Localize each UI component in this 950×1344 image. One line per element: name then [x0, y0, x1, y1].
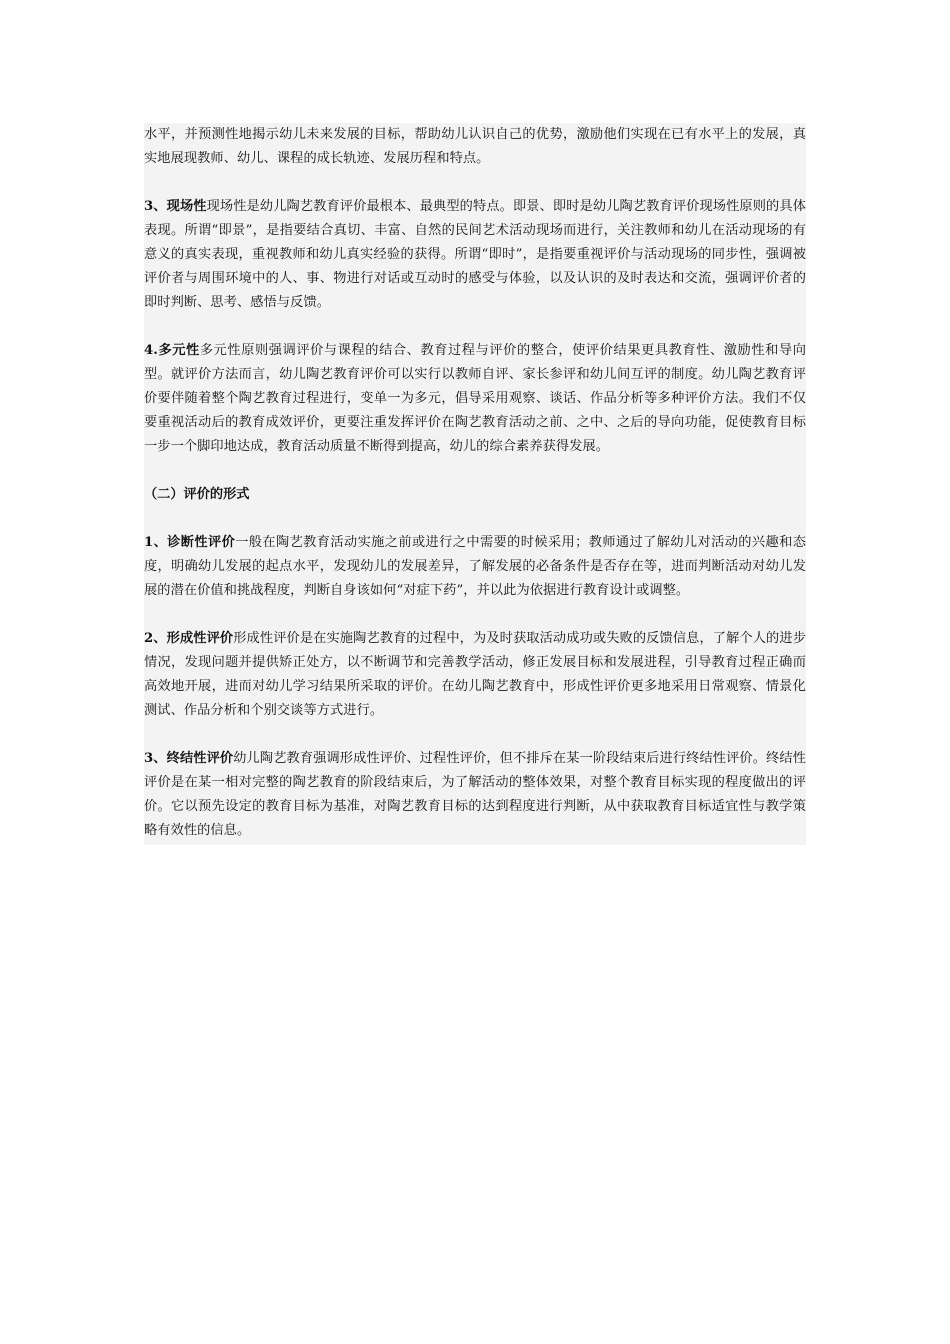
paragraph-pluralism — [144, 339, 806, 459]
paragraph-head: 3、现场性 — [144, 199, 207, 214]
paragraph-text: 多元性原则强调评价与课程的结合、教育过程与评价的整合，使评价结果更具教育性、激励性和导向型。就评价方法而言，幼儿陶艺教育评价可以实行以教师自评、家长参评和幼儿间互评的制度。幼儿陶艺教育评价要伴随着整个陶艺教育过程进行，变单一为多元，倡导采用观察、谈话、作品分析等多种评价方法。我们不仅要重视活动后的教育成效评价，更要注重发挥评价在陶艺教育活动之前、之中、之后的导向功能，促使教育目标一步一个脚印地达成，教育活动质量不断得到提高，幼儿的综合素养获得发展。 — [144, 343, 806, 454]
paragraph-text: 水平，并预测性地揭示幼儿未来发展的目标，帮助幼儿认识自己的优势，激励他们实现在已有水平上的发展，真实地展现教师、幼儿、课程的成长轨迹、发展历程和特点。 — [144, 127, 806, 166]
paragraph-on-site — [144, 195, 806, 315]
paragraph-summative — [144, 747, 806, 843]
paragraph-text: 现场性是幼儿陶艺教育评价最根本、最典型的特点。即景、即时是幼儿陶艺教育评价现场性原则的具体表现。所谓“即景”，是指要结合真切、丰富、自然的民间艺术活动现场而进行，关注教师和幼儿在活动现场的有意义的真实表现，重视教师和幼儿真实经验的获得。所谓“即时”，是指要重视评价与活动现场的同步性，强调被评价者与周围环境中的人、事、物进行对话或互动时的感受与体验，以及认识的及时表达和交流，强调评价者的即时判断、思考、感悟与反馈。 — [144, 199, 806, 310]
paragraph-head: 1、诊断性评价 — [144, 535, 236, 550]
paragraph-head: 3、终结性评价 — [144, 751, 234, 766]
paragraph-formative — [144, 627, 806, 723]
paragraph-text: 一般在陶艺教育活动实施之前或进行之中需要的时候采用；教师通过了解幼儿对活动的兴趣和态度，明确幼儿发展的起点水平，发现幼儿的发展差异，了解发展的必备条件是否存在等，进而判断活动对幼儿发展的潜在价值和挑战程度，判断自身该如何“对症下药”，并以此为依据进行教育设计或调整。 — [144, 535, 806, 598]
paragraph-text: 形成性评价是在实施陶艺教育的过程中，为及时获取活动成功或失败的反馈信息，了解个人的进步情况，发现问题并提供矫正处方，以不断调节和完善教学活动，修正发展目标和发展进程，引导教育过程正确而高效地开展，进而对幼儿学习结果所采取的评价。在幼儿陶艺教育中，形成性评价更多地采用日常观察、情景化测试、作品分析和个别交谈等方式进行。 — [144, 631, 806, 718]
paragraph-head: 2、形成性评价 — [144, 631, 234, 646]
paragraph-text: 幼儿陶艺教育强调形成性评价、过程性评价，但不排斥在某一阶段结束后进行终结性评价。终结性评价是在某一相对完整的陶艺教育的阶段结束后，为了解活动的整体效果，对整个教育目标实现的程度做出的评价。它以预先设定的教育目标为基准，对陶艺教育目标的达到程度进行判断，从中获取教育目标适宜性与教学策略有效性的信息。 — [144, 751, 806, 838]
paragraph-continuation — [144, 123, 806, 171]
paragraph-diagnostic — [144, 531, 806, 603]
document-body — [144, 123, 806, 845]
paragraph-head: 4.多元性 — [144, 343, 200, 358]
section-title: （二）评价的形式 — [144, 487, 250, 502]
